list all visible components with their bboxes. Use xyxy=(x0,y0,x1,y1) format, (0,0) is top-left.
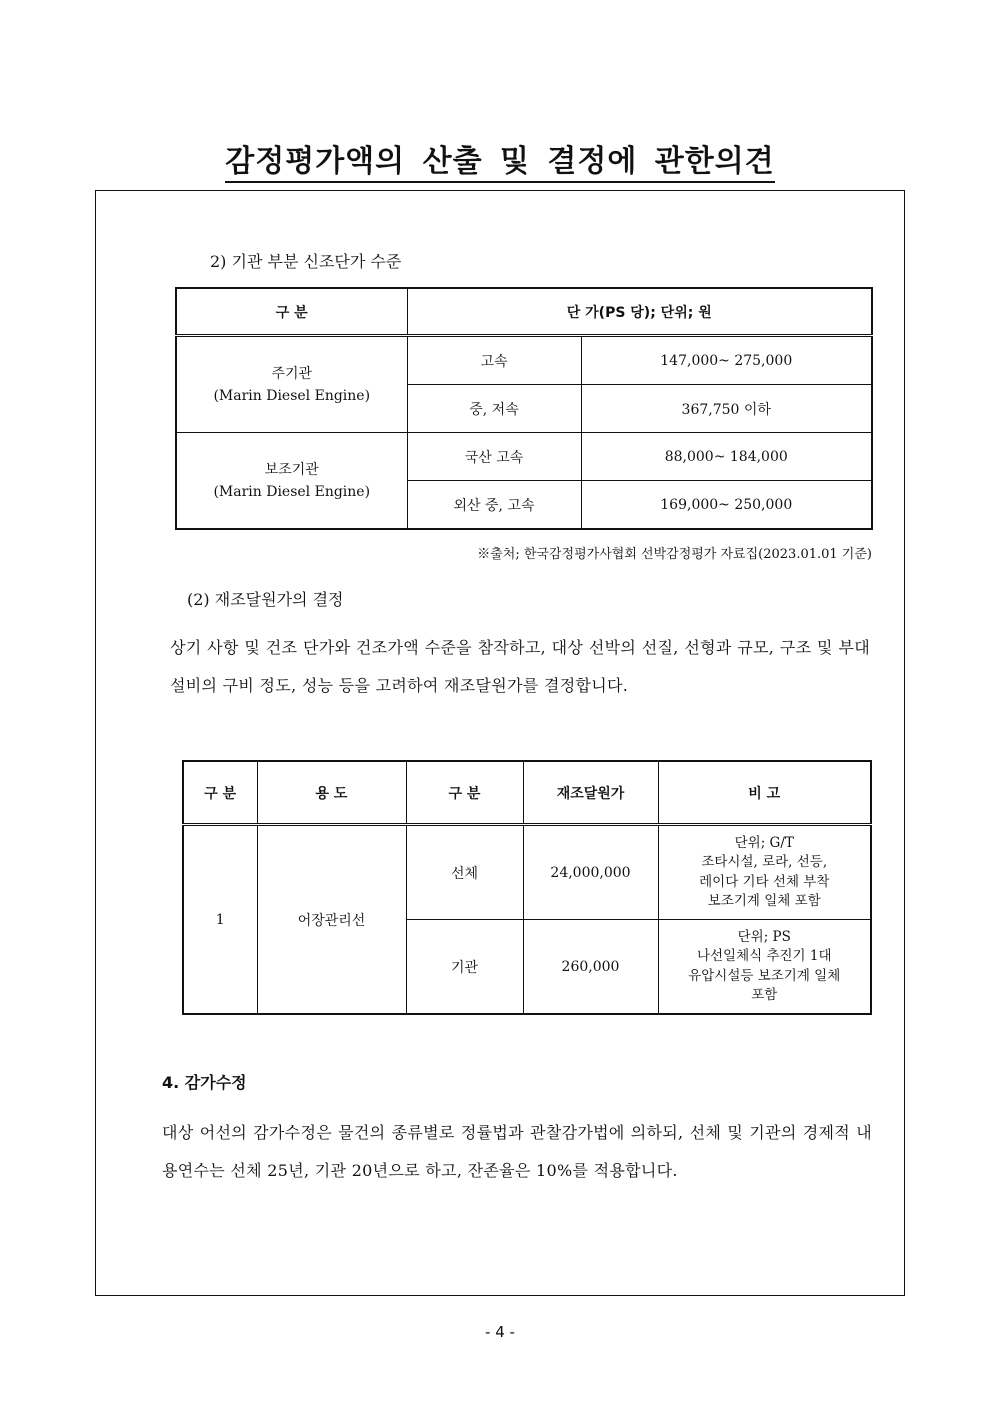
group-main-engine xyxy=(176,336,407,433)
note-line: 보조기계 일체 포함 xyxy=(707,893,821,909)
engine-price: 88,000~ 184,000 xyxy=(581,433,872,481)
engine-price: 147,000~ 275,000 xyxy=(581,336,872,385)
note-line: 나선일체식 추진기 1대 xyxy=(696,948,832,964)
replacement-cost-table xyxy=(182,760,872,1015)
row-usage: 어장관리선 xyxy=(257,825,406,1015)
row-note xyxy=(658,920,871,1015)
table-row xyxy=(183,825,871,920)
group-name-en: (Marin Diesel Engine) xyxy=(213,387,371,404)
page-title-text: 감정평가액의 산출 및 결정에 관한의견 xyxy=(225,144,774,183)
source-note: ※출처; 한국감정평가사협회 선박감정평가 자료집(2023.01.01 기준) xyxy=(477,547,872,562)
row-cost: 260,000 xyxy=(523,920,658,1015)
engine-price-heading: 2) 기관 부분 신조단가 수준 xyxy=(210,252,402,271)
row-cost: 24,000,000 xyxy=(523,825,658,920)
header-cost: 재조달원가 xyxy=(523,761,658,825)
header-part: 구 분 xyxy=(406,761,523,825)
row-part: 선체 xyxy=(406,825,523,920)
engine-price: 169,000~ 250,000 xyxy=(581,481,872,530)
table-header-row xyxy=(176,288,872,336)
replacement-cost-paragraph: 상기 사항 및 건조 단가와 건조가액 수준을 참작하고, 대상 선박의 선질, 선형과 규모, 구조 및 부대설비의 구비 정도, 성능 등을 고려하여 재조달원가를 결정합니다. xyxy=(170,638,870,695)
note-line: 유압시설등 보조기계 일체 xyxy=(688,967,841,984)
note-line: 단위; PS xyxy=(737,928,791,945)
group-name: 보조기관 xyxy=(264,461,319,478)
engine-type: 외산 중, 고속 xyxy=(407,481,581,530)
header-usage: 용 도 xyxy=(257,761,406,825)
engine-price: 367,750 이하 xyxy=(581,385,872,433)
header-no: 구 분 xyxy=(183,761,257,825)
table-header-row xyxy=(183,761,871,825)
engine-type: 고속 xyxy=(407,336,581,385)
engine-type: 중, 저속 xyxy=(407,385,581,433)
row-no: 1 xyxy=(183,825,257,1015)
page-title xyxy=(0,136,1000,180)
note-line: 조타시설, 로라, 선등, xyxy=(701,854,828,870)
depreciation-paragraph: 대상 어선의 감가수정은 물건의 종류별로 정률법과 관찰감가법에 의하되, 선체 및 기관의 경제적 내용연수는 선체 25년, 기관 20년으로 하고, 잔존율은 10%를 적용합니다. xyxy=(162,1123,872,1180)
header-note: 비 고 xyxy=(658,761,871,825)
engine-price-table xyxy=(175,287,873,530)
engine-type: 국산 고속 xyxy=(407,433,581,481)
depreciation-heading: 4. 감가수정 xyxy=(162,1073,247,1092)
table-row xyxy=(176,336,872,385)
note-line: 레이다 기타 선체 부착 xyxy=(699,873,830,890)
group-aux-engine xyxy=(176,433,407,530)
row-part: 기관 xyxy=(406,920,523,1015)
replacement-cost-heading: (2) 재조달원가의 결정 xyxy=(187,590,344,609)
group-name-en: (Marin Diesel Engine) xyxy=(213,483,371,500)
note-line: 포함 xyxy=(751,987,778,1003)
table-row xyxy=(176,433,872,481)
header-price: 단 가(PS 당); 단위; 원 xyxy=(407,288,872,336)
group-name: 주기관 xyxy=(271,365,313,382)
row-note xyxy=(658,825,871,920)
page-number: - 4 - xyxy=(485,1323,515,1341)
note-line: 단위; G/T xyxy=(734,834,794,851)
header-category: 구 분 xyxy=(176,288,407,336)
